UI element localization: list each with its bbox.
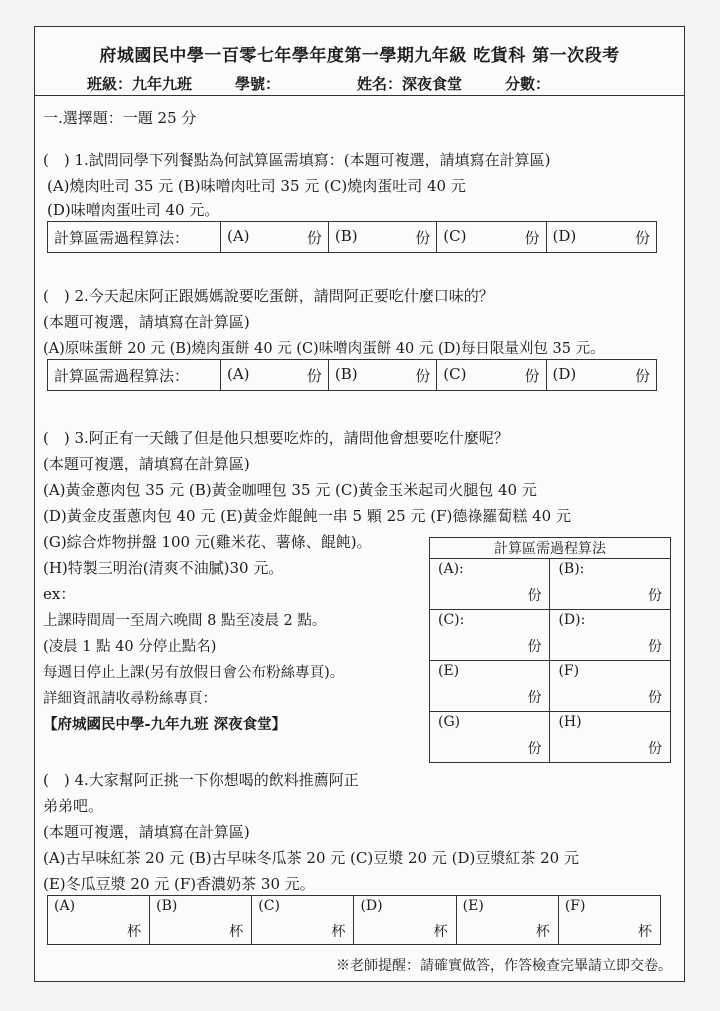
q3-ex-line-2: (凌晨 1 點 40 分停止點名) [43,639,217,655]
q4-stem-2: 弟弟吧。 [43,797,104,815]
q3-grid-title: 計算區需過程算法 [430,538,671,559]
q3-options-4: (H)特製三明治(清爽不油膩)30 元。 [43,559,284,577]
q3-ex-line-1: 上課時間周一至周六晚間 8 點至凌晨 2 點。 [43,613,327,629]
q2-options: (A)原味蛋餅 20 元 (B)燒肉蛋餅 40 元 (C)味噌肉蛋餅 40 元 (D)每日限量刈包 35 元。 [43,341,605,357]
q2-cell-a[interactable]: (A) 份 [221,360,329,391]
q4-cell-e[interactable]: (E) 杯 [456,896,558,945]
class-label: 班級：九年九班 [87,75,193,93]
q1-calc-table [47,221,657,253]
q3-ex-label: ex： [43,585,76,603]
q3-cell-c[interactable]: (C): 份 [430,610,550,661]
q2-cell-d[interactable]: (D) 份 [546,360,656,391]
q2-stem: ( ) 2.今天起床阿正跟媽媽說要吃蛋餅，請問阿正要吃什麼口味的？ [43,287,494,305]
q4-cell-d[interactable]: (D) 杯 [354,896,456,945]
q2-cell-c[interactable]: (C) 份 [437,360,546,391]
seat-label: 學號： [235,75,281,93]
teacher-note: ※老師提醒：請確實做答，作答檢查完畢請立即交卷。 [336,958,672,974]
q1-calc-label: 計算區需過程算法： [48,222,221,253]
q3-stem: ( ) 3.阿正有一天餓了但是他只想要吃炸的，請問他會想要吃什麼呢？ [43,429,509,447]
q2-calc-label: 計算區需過程算法： [48,360,221,391]
q1-cell-c[interactable]: (C) 份 [437,222,546,253]
q3-cell-f[interactable]: (F) 份 [550,661,671,712]
q4-drink-table [47,895,661,945]
score-label: 分數： [505,75,551,93]
q3-options-1: (A)黃金蔥肉包 35 元 (B)黃金咖哩包 35 元 (C)黃金玉米起司火腿包 40 元 [43,481,537,499]
q4-cell-a[interactable]: (A) 杯 [48,896,150,945]
section-title: 一.選擇題：一題 25 分 [43,109,197,127]
q1-cell-d[interactable]: (D) 份 [546,222,656,253]
q3-ex-line-4: 詳細資訊請收尋粉絲專頁： [43,691,217,707]
q3-cell-d[interactable]: (D): 份 [550,610,671,661]
q3-note: (本題可複選，請填寫在計算區) [43,455,250,473]
q4-stem: ( ) 4.大家幫阿正挑一下你想喝的飲料推薦阿正 [43,771,359,789]
q3-cell-a[interactable]: (A): 份 [430,559,550,610]
q4-cell-c[interactable]: (C) 杯 [252,896,354,945]
q3-calc-grid [429,537,671,763]
q4-options-2: (E)冬瓜豆漿 20 元 (F)香濃奶茶 30 元。 [43,875,315,893]
exam-sheet [34,26,685,982]
q3-options-2: (D)黃金皮蛋蔥肉包 40 元 (E)黃金炸餛飩一串 5 顆 25 元 (F)德祿羅蔔糕 40 元 [43,507,571,525]
q4-note: (本題可複選，請填寫在計算區) [43,823,250,841]
q2-note: (本題可複選，請填寫在計算區) [43,313,250,331]
q3-cell-e[interactable]: (E) 份 [430,661,550,712]
q4-cell-f[interactable]: (F) 杯 [558,896,660,945]
q4-cell-b[interactable]: (B) 杯 [150,896,252,945]
q3-ex-line-5: 【府城國民中學-九年九班 深夜食堂】 [43,716,287,733]
header-divider [35,95,684,96]
q2-cell-b[interactable]: (B) 份 [328,360,436,391]
q1-options-1: (A)燒肉吐司 35 元 (B)味噌肉吐司 35 元 (C)燒肉蛋吐司 40 元 [47,177,466,195]
name-label: 姓名：深夜食堂 [357,75,463,93]
q3-ex-line-3: 每週日停止上課(另有放假日會公布粉絲專頁)。 [43,665,345,681]
q3-cell-b[interactable]: (B): 份 [550,559,671,610]
q3-options-3: (G)綜合炸物拼盤 100 元(雞米花、薯條、餛飩)。 [43,533,372,551]
q4-options-1: (A)古早味紅茶 20 元 (B)古早味冬瓜茶 20 元 (C)豆漿 20 元 (D)豆漿紅茶 20 元 [43,849,579,867]
q3-cell-g[interactable]: (G) 份 [430,712,550,763]
q1-cell-b[interactable]: (B) 份 [328,222,436,253]
exam-title: 府城國民中學一百零七年學年度第一學期九年級 吃貨科 第一次段考 [99,46,620,66]
q2-calc-table [47,359,657,391]
q1-stem: ( ) 1.試問同學下列餐點為何試算區需填寫：(本題可複選，請填寫在計算區) [43,151,551,169]
q1-options-2: (D)味噌肉蛋吐司 40 元。 [47,201,220,219]
q1-cell-a[interactable]: (A) 份 [221,222,329,253]
q3-cell-h[interactable]: (H) 份 [550,712,671,763]
